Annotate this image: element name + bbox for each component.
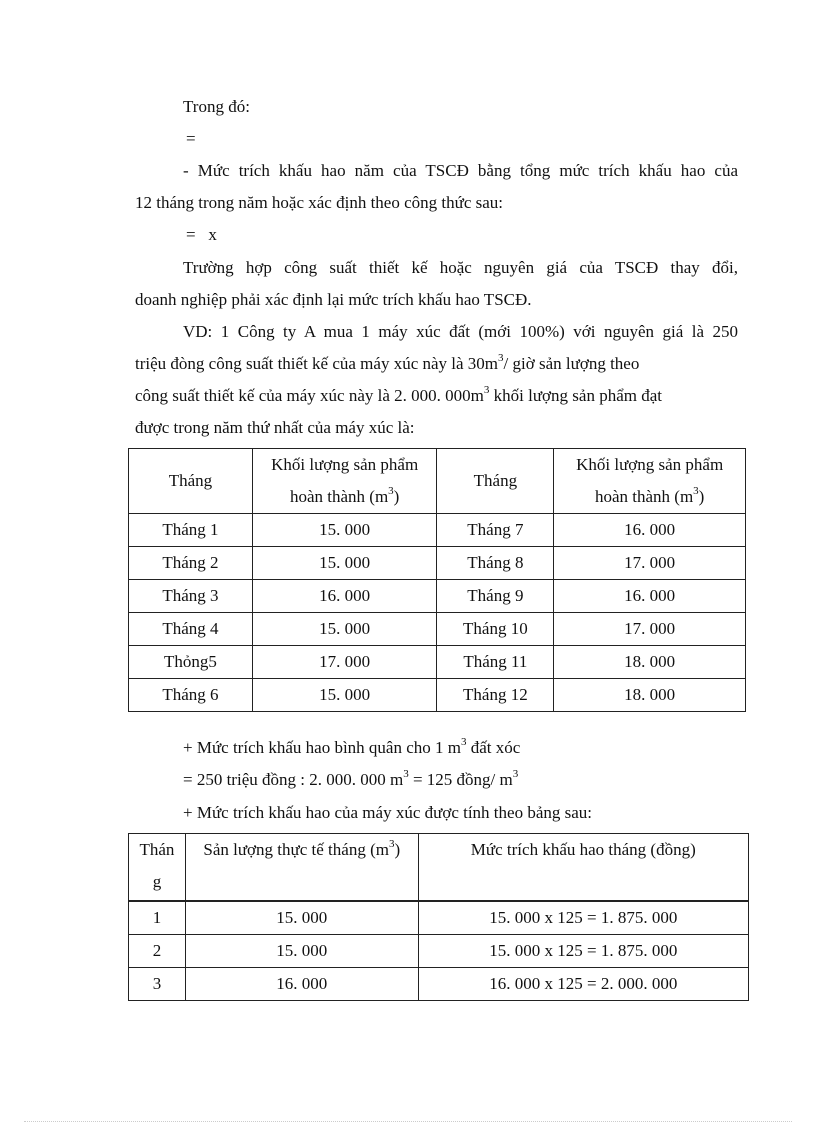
table-row: 1 15. 000 15. 000 x 125 = 1. 875. 000 bbox=[129, 901, 749, 935]
table-row: Tháng 3 16. 000 Tháng 9 16. 000 bbox=[129, 580, 746, 613]
paragraph-line: 12 tháng trong năm hoặc xác định theo công thức sau: bbox=[135, 193, 504, 212]
page-bottom-divider bbox=[24, 1121, 792, 1122]
paragraph-line: doanh nghiệp phải xác định lại mức trích khấu hao TSCĐ. bbox=[135, 290, 532, 309]
table-header-row bbox=[129, 834, 749, 902]
paragraph-line: Trường hợp công suất thiết kế hoặc nguyên giá của TSCĐ thay đổi, bbox=[183, 258, 738, 277]
formula-equals: = bbox=[186, 129, 196, 148]
header-output: Khối lượng sản phẩm hoàn thành $(m^3)$ bbox=[252, 449, 437, 514]
formula-equals-x: = x bbox=[186, 225, 217, 244]
header-month: Tháng bbox=[437, 449, 554, 514]
paragraph-line: VD: 1 Công ty A mua 1 máy xúc đất (mới 100%) với nguyên giá là 250 bbox=[183, 322, 738, 341]
table-row: Tháng 4 15. 000 Tháng 10 17. 000 bbox=[129, 613, 746, 646]
header-output: Khối lượng sản phẩm hoàn thành $(m^3)$ bbox=[554, 449, 746, 514]
paragraph-line: công suất thiết kế của máy xúc này là 2. 000. $000m^3$ khối lượng sản phẩm đạt bbox=[135, 384, 662, 405]
table-row: Tháng 6 15. 000 Tháng 12 18. 000 bbox=[129, 679, 746, 712]
table-row: Tháng 2 15. 000 Tháng 8 17. 000 bbox=[129, 547, 746, 580]
table-row: Thỏng5 17. 000 Tháng 11 18. 000 bbox=[129, 646, 746, 679]
table-row: 2 15. 000 15. 000 x 125 = 1. 875. 000 bbox=[129, 935, 749, 968]
monthly-output-table bbox=[128, 448, 746, 712]
table-header-row bbox=[129, 449, 746, 514]
header-actual-output: Sản lượng thực tế tháng $(m^3)$ bbox=[185, 834, 418, 902]
paragraph-line: + Mức trích khấu hao của máy xúc được tính theo bảng sau: bbox=[183, 803, 593, 822]
header-monthly-depreciation: Mức trích khấu hao tháng (đồng) bbox=[418, 834, 748, 902]
paragraph-line bbox=[135, 352, 738, 376]
text-segment: triệu đòng công suất thiết kế của máy xúc này là $30m^3/$ giờ sản lượng theo bbox=[135, 352, 640, 373]
paragraph-line: = 250 triệu đồng : 2. 000. 000 $m^3 = 125$ đồng/ $m^3$ bbox=[183, 768, 519, 789]
table-row: 3 16. 000 16. 000 x 125 = 2. 000. 000 bbox=[129, 968, 749, 1001]
paragraph-line: + Mức trích khấu hao bình quân cho 1 $m^3$ đất xóc bbox=[183, 736, 521, 757]
table-row: Tháng 1 15. 000 Tháng 7 16. 000 bbox=[129, 514, 746, 547]
depreciation-table bbox=[128, 833, 749, 1001]
paragraph-trong-do: Trong đó: bbox=[183, 97, 250, 116]
paragraph-line: được trong năm thứ nhất của máy xúc là: bbox=[135, 418, 415, 437]
header-month: Thán g bbox=[129, 834, 186, 902]
paragraph-line: - Mức trích khấu hao năm của TSCĐ bằng tổng mức trích khấu hao của bbox=[183, 161, 738, 180]
header-month: Tháng bbox=[129, 449, 253, 514]
